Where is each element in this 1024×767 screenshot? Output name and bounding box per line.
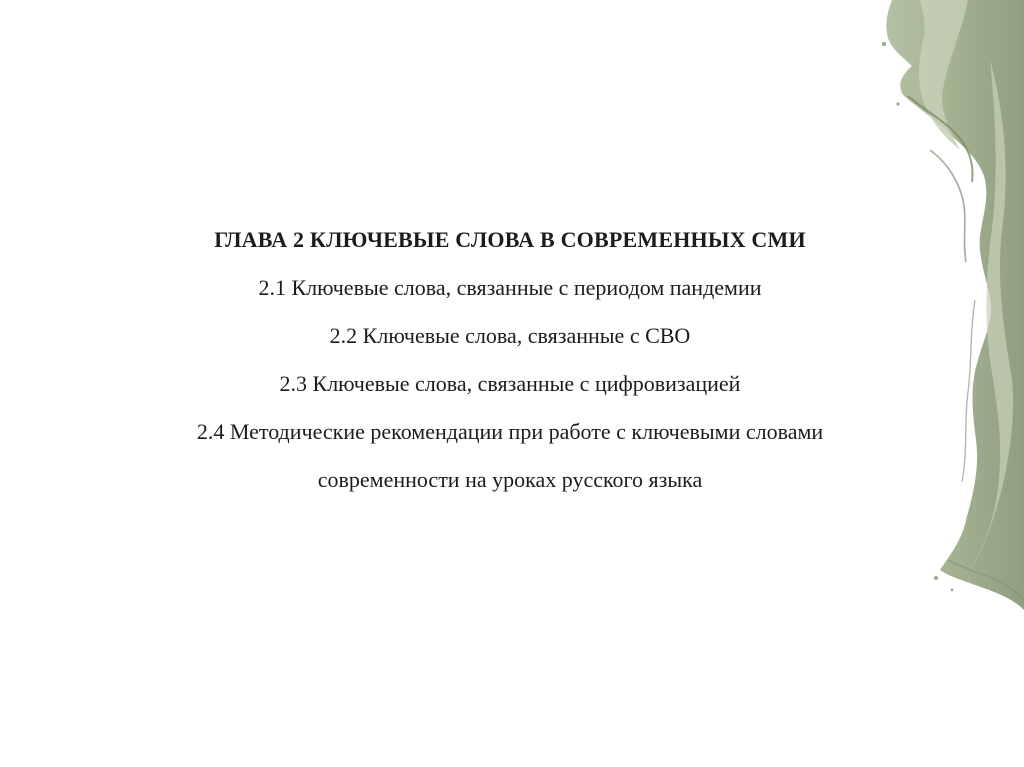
paint-speck: [896, 102, 899, 105]
list-item: 2.3 Ключевые слова, связанные с цифровизацией: [279, 371, 741, 396]
list-item: 2.2 Ключевые слова, связанные с СВО: [329, 323, 691, 348]
list-item: современности на уроках русского языка: [317, 467, 703, 492]
list-item: 2.1 Ключевые слова, связанные с периодом пандемии: [258, 275, 762, 300]
paint-speck: [934, 576, 938, 580]
paint-speck: [951, 589, 954, 592]
slide-content: [100, 216, 920, 504]
paint-speck: [882, 42, 886, 46]
chapter-heading: ГЛАВА 2 КЛЮЧЕВЫЕ СЛОВА В СОВРЕМЕННЫХ СМИ: [214, 227, 806, 252]
paint-crack-dark: [930, 150, 966, 262]
list-item: 2.4 Методические рекомендации при работе с ключевыми словами: [196, 419, 824, 444]
